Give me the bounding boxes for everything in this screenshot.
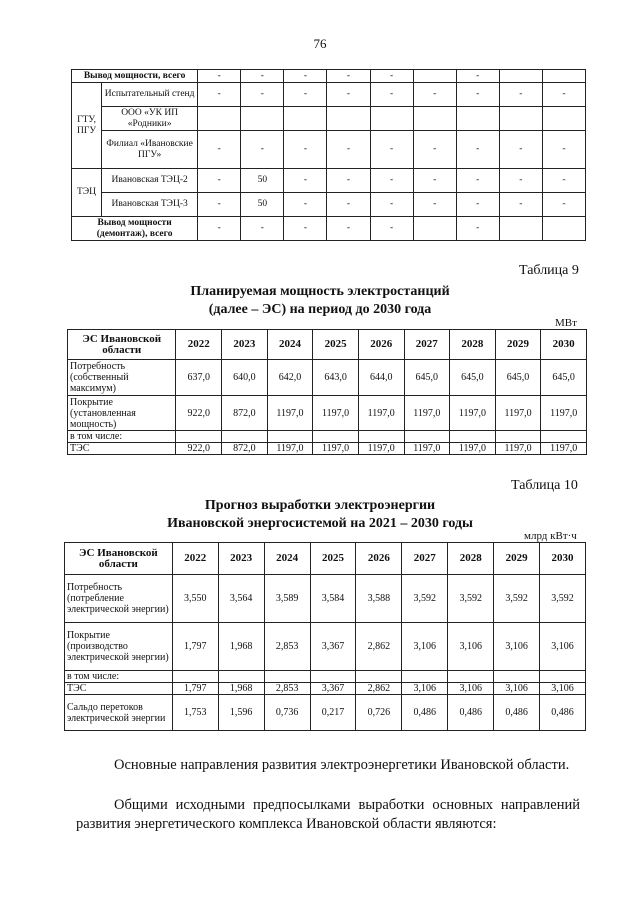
table-cell: 1,797 bbox=[172, 623, 218, 671]
table-cell: - bbox=[198, 217, 241, 241]
table-cell: - bbox=[370, 131, 413, 169]
table-cell bbox=[541, 431, 587, 443]
table-cell: 2,853 bbox=[264, 623, 310, 671]
table-cell: 922,0 bbox=[176, 396, 222, 431]
table-cell: 1,753 bbox=[172, 695, 218, 731]
table-cell bbox=[284, 107, 327, 131]
table-cell: 3,564 bbox=[218, 575, 264, 623]
table-cell: - bbox=[327, 217, 370, 241]
table-cell: 1197,0 bbox=[541, 396, 587, 431]
table-cell bbox=[542, 107, 585, 131]
table-cell: - bbox=[327, 169, 370, 193]
table-cell bbox=[222, 431, 268, 443]
table-cell: 50 bbox=[241, 169, 284, 193]
table-cell: - bbox=[456, 193, 499, 217]
header-label: ЭС Ивановской области bbox=[68, 330, 176, 360]
table-cell bbox=[540, 671, 586, 683]
table-cell: - bbox=[413, 131, 456, 169]
table-cell: 3,106 bbox=[402, 683, 448, 695]
table-cell bbox=[456, 107, 499, 131]
year-header: 2024 bbox=[267, 330, 313, 360]
table-cell: 1,968 bbox=[218, 623, 264, 671]
table-cell: 3,592 bbox=[402, 575, 448, 623]
table-cell: 1197,0 bbox=[495, 443, 541, 455]
table-cell: - bbox=[327, 70, 370, 83]
table-cell: - bbox=[284, 131, 327, 169]
table-row bbox=[68, 360, 587, 396]
table-cell: - bbox=[241, 83, 284, 107]
table-cell: 3,588 bbox=[356, 575, 402, 623]
table9-title-line1: Планируемая мощность электростанций bbox=[190, 284, 450, 299]
row-label: Потребность (потребление электрической энергии) bbox=[65, 575, 173, 623]
row-label: Покрытие (установленная мощность) bbox=[68, 396, 176, 431]
table-cell: - bbox=[542, 83, 585, 107]
table-cell bbox=[172, 671, 218, 683]
table-cell: 1197,0 bbox=[541, 443, 587, 455]
year-header: 2028 bbox=[448, 543, 494, 575]
table-cell: 640,0 bbox=[222, 360, 268, 396]
table-cell bbox=[499, 217, 542, 241]
table-cell: 645,0 bbox=[495, 360, 541, 396]
table-cell: 1197,0 bbox=[267, 443, 313, 455]
table-cell: - bbox=[198, 70, 241, 83]
table-row bbox=[68, 431, 587, 443]
row-label: Потребность (собственный максимум) bbox=[68, 360, 176, 396]
table-cell: 1197,0 bbox=[495, 396, 541, 431]
row-label: Покрытие (производство электрической энергии) bbox=[65, 623, 173, 671]
table-cell: 642,0 bbox=[267, 360, 313, 396]
table-cell: - bbox=[241, 70, 284, 83]
table-cell: 3,584 bbox=[310, 575, 356, 623]
table-cell: 3,106 bbox=[494, 623, 540, 671]
table-cell bbox=[176, 431, 222, 443]
table-cell: 1197,0 bbox=[313, 443, 359, 455]
table10-title-line2: Ивановской энергосистемой на 2021 – 2030 годы bbox=[167, 516, 473, 531]
paragraph-main-directions: Основные направления развития электроэнергетики Ивановской области. bbox=[114, 757, 570, 773]
table-cell: 637,0 bbox=[176, 360, 222, 396]
table-cell: - bbox=[284, 193, 327, 217]
table-cell: - bbox=[413, 83, 456, 107]
table-cell: 2,862 bbox=[356, 623, 402, 671]
row-label: в том числе: bbox=[65, 671, 173, 683]
table-cell bbox=[495, 431, 541, 443]
table-row bbox=[72, 193, 586, 217]
table-cell bbox=[310, 671, 356, 683]
year-header: 2022 bbox=[176, 330, 222, 360]
table-cell bbox=[450, 431, 496, 443]
year-header: 2027 bbox=[404, 330, 450, 360]
table-cell: - bbox=[456, 83, 499, 107]
year-header: 2023 bbox=[218, 543, 264, 575]
year-header: 2023 bbox=[222, 330, 268, 360]
row-label: Ивановская ТЭЦ-2 bbox=[102, 169, 198, 193]
table-cell: 0,486 bbox=[540, 695, 586, 731]
table-cell bbox=[404, 431, 450, 443]
table-cell: 1197,0 bbox=[450, 443, 496, 455]
table-cell: 645,0 bbox=[404, 360, 450, 396]
table-cell: 1,596 bbox=[218, 695, 264, 731]
table-cell: - bbox=[370, 193, 413, 217]
table-cell bbox=[327, 107, 370, 131]
table-cell: 2,853 bbox=[264, 683, 310, 695]
table-cell bbox=[218, 671, 264, 683]
table-cell bbox=[499, 107, 542, 131]
table-cell: - bbox=[542, 169, 585, 193]
table-cell: - bbox=[198, 169, 241, 193]
table-cell: 3,367 bbox=[310, 683, 356, 695]
row-label: Филиал «Ивановские ПГУ» bbox=[102, 131, 198, 169]
table-cell: 3,550 bbox=[172, 575, 218, 623]
table-cell: - bbox=[370, 70, 413, 83]
table-cell: - bbox=[327, 83, 370, 107]
table-cell: - bbox=[241, 217, 284, 241]
table-cell bbox=[413, 70, 456, 83]
table-cell: - bbox=[198, 131, 241, 169]
table9-planned-capacity bbox=[67, 329, 587, 455]
table-cell: - bbox=[370, 169, 413, 193]
table-cell: 3,367 bbox=[310, 623, 356, 671]
table-cell bbox=[542, 217, 585, 241]
table-cell bbox=[413, 107, 456, 131]
table-cell bbox=[402, 671, 448, 683]
table-cell bbox=[542, 70, 585, 83]
table-cell bbox=[313, 431, 359, 443]
table-cell: 1,797 bbox=[172, 683, 218, 695]
table-cell bbox=[413, 217, 456, 241]
table10-caption: Таблица 10 bbox=[511, 478, 578, 493]
table-cell: 645,0 bbox=[450, 360, 496, 396]
table-row bbox=[72, 83, 586, 107]
table-cell: 3,589 bbox=[264, 575, 310, 623]
table-cell: - bbox=[456, 70, 499, 83]
table-cell: - bbox=[542, 131, 585, 169]
table-cell: - bbox=[413, 169, 456, 193]
table-cell bbox=[358, 431, 404, 443]
table-cell: 3,106 bbox=[540, 623, 586, 671]
table-cell: 50 bbox=[241, 193, 284, 217]
table-cell: - bbox=[284, 169, 327, 193]
header-row bbox=[65, 543, 586, 575]
table-cell: - bbox=[284, 70, 327, 83]
year-header: 2028 bbox=[450, 330, 496, 360]
table-row bbox=[65, 671, 586, 683]
table-cell: - bbox=[499, 193, 542, 217]
table-cell: - bbox=[456, 131, 499, 169]
year-header: 2030 bbox=[541, 330, 587, 360]
table-row bbox=[65, 695, 586, 731]
table-cell: 1197,0 bbox=[404, 443, 450, 455]
table-cell: - bbox=[456, 169, 499, 193]
row-label: Испытательный стенд bbox=[102, 83, 198, 107]
table-cell: 3,106 bbox=[448, 683, 494, 695]
table-cell: - bbox=[284, 83, 327, 107]
table-cell: 1197,0 bbox=[358, 396, 404, 431]
table-cell: - bbox=[370, 217, 413, 241]
table-cell bbox=[356, 671, 402, 683]
table-row bbox=[68, 443, 587, 455]
table-cell: 3,106 bbox=[402, 623, 448, 671]
table-cell: 0,486 bbox=[402, 695, 448, 731]
table-cell: 3,592 bbox=[448, 575, 494, 623]
table-cell: 644,0 bbox=[358, 360, 404, 396]
year-header: 2030 bbox=[540, 543, 586, 575]
year-header: 2024 bbox=[264, 543, 310, 575]
table-row bbox=[68, 396, 587, 431]
table-row bbox=[72, 217, 586, 241]
table-cell: - bbox=[241, 131, 284, 169]
table-cell: 643,0 bbox=[313, 360, 359, 396]
table-cell: 0,486 bbox=[494, 695, 540, 731]
table10-title-line1: Прогноз выработки электроэнергии bbox=[204, 498, 436, 513]
table-cell: - bbox=[499, 169, 542, 193]
table-cell bbox=[499, 70, 542, 83]
row-label: в том числе: bbox=[68, 431, 176, 443]
table-cell: - bbox=[198, 193, 241, 217]
table-cell bbox=[370, 107, 413, 131]
table-cell: 0,736 bbox=[264, 695, 310, 731]
table-cell: - bbox=[284, 217, 327, 241]
row-label: Сальдо перетоков электрической энергии bbox=[65, 695, 173, 731]
table-cell: 872,0 bbox=[222, 443, 268, 455]
year-header: 2026 bbox=[356, 543, 402, 575]
table-cell: 1197,0 bbox=[358, 443, 404, 455]
header-label: ЭС Ивановской области bbox=[65, 543, 173, 575]
year-header: 2025 bbox=[313, 330, 359, 360]
table-cell bbox=[448, 671, 494, 683]
table-cell: 1197,0 bbox=[404, 396, 450, 431]
table-cell: - bbox=[370, 83, 413, 107]
row-label: Вывод мощности, всего bbox=[72, 70, 198, 83]
table-cell: 3,592 bbox=[540, 575, 586, 623]
table-row bbox=[72, 131, 586, 169]
table-cell bbox=[494, 671, 540, 683]
table-cell: 1197,0 bbox=[450, 396, 496, 431]
table-cell: 3,106 bbox=[448, 623, 494, 671]
table-cell: - bbox=[413, 193, 456, 217]
table-cell: - bbox=[542, 193, 585, 217]
year-header: 2029 bbox=[494, 543, 540, 575]
table-cell: - bbox=[327, 131, 370, 169]
table-cell: 1197,0 bbox=[313, 396, 359, 431]
table-row bbox=[65, 575, 586, 623]
table-cell: - bbox=[198, 83, 241, 107]
year-header: 2026 bbox=[358, 330, 404, 360]
group-label: ГТУ, ПГУ bbox=[72, 83, 102, 169]
table-cell bbox=[267, 431, 313, 443]
table-cell: - bbox=[327, 193, 370, 217]
table-cell: 3,106 bbox=[494, 683, 540, 695]
year-header: 2022 bbox=[172, 543, 218, 575]
year-header: 2029 bbox=[495, 330, 541, 360]
table-row bbox=[65, 623, 586, 671]
table-row bbox=[72, 107, 586, 131]
table10-unit: млрд кВт·ч bbox=[524, 530, 577, 542]
year-header: 2027 bbox=[402, 543, 448, 575]
table9-title-line2: (далее – ЭС) на период до 2030 года bbox=[208, 302, 432, 317]
table-cell: 645,0 bbox=[541, 360, 587, 396]
table-capacity-withdrawal bbox=[71, 69, 586, 241]
table9-caption: Таблица 9 bbox=[519, 263, 579, 278]
table-cell: 0,726 bbox=[356, 695, 402, 731]
table-cell: 0,217 bbox=[310, 695, 356, 731]
table10-generation-forecast bbox=[64, 542, 586, 731]
row-label: ТЭС bbox=[68, 443, 176, 455]
table-cell: - bbox=[499, 83, 542, 107]
table-cell: 922,0 bbox=[176, 443, 222, 455]
table-cell: 872,0 bbox=[222, 396, 268, 431]
table-row bbox=[65, 683, 586, 695]
table-cell: - bbox=[456, 217, 499, 241]
table-row bbox=[72, 169, 586, 193]
table-cell: - bbox=[499, 131, 542, 169]
row-label: ТЭС bbox=[65, 683, 173, 695]
table9-unit: МВт bbox=[555, 317, 577, 329]
group-label: ТЭЦ bbox=[72, 169, 102, 217]
table-cell: 3,592 bbox=[494, 575, 540, 623]
table-row bbox=[72, 70, 586, 83]
row-label: Вывод мощности (демонтаж), всего bbox=[72, 217, 198, 241]
table-cell: 3,106 bbox=[540, 683, 586, 695]
table-cell: 0,486 bbox=[448, 695, 494, 731]
table-cell bbox=[241, 107, 284, 131]
paragraph-prerequisites: Общими исходными предпосылками выработки основных направлений развития энергетического комплекса Ивановской области являются: bbox=[76, 797, 580, 832]
table-cell: 2,862 bbox=[356, 683, 402, 695]
year-header: 2025 bbox=[310, 543, 356, 575]
table-cell: 1,968 bbox=[218, 683, 264, 695]
row-label: Ивановская ТЭЦ-3 bbox=[102, 193, 198, 217]
table-cell: 1197,0 bbox=[267, 396, 313, 431]
row-label: ООО «УК ИП «Родники» bbox=[102, 107, 198, 131]
table-cell bbox=[198, 107, 241, 131]
header-row bbox=[68, 330, 587, 360]
page-number: 76 bbox=[313, 36, 327, 51]
table-cell bbox=[264, 671, 310, 683]
